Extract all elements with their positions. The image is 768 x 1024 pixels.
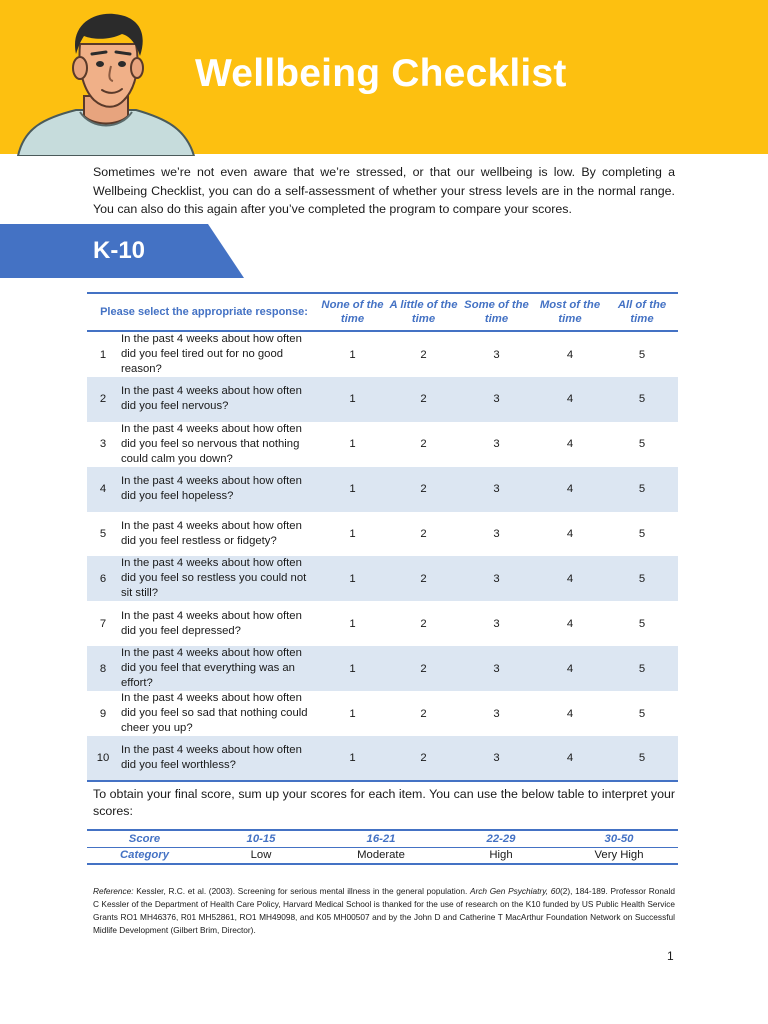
- question-number: 5: [99, 527, 107, 540]
- response-option[interactable]: 1: [349, 483, 356, 496]
- question-number: 6: [99, 572, 107, 585]
- response-option[interactable]: 4: [566, 662, 574, 675]
- score-range: 30-50: [560, 830, 678, 847]
- option-header: Most of the time: [534, 293, 606, 331]
- response-option[interactable]: 4: [566, 483, 574, 496]
- response-option[interactable]: 1: [349, 393, 356, 406]
- question-row: [87, 422, 678, 467]
- response-option[interactable]: 1: [349, 662, 356, 675]
- question-row: [87, 331, 678, 377]
- response-option[interactable]: 2: [420, 707, 427, 720]
- question-number: 3: [99, 438, 107, 451]
- question-text: In the past 4 weeks about how often did you feel tired out for no good reason?: [121, 333, 302, 375]
- score-range: 16-21: [320, 830, 442, 847]
- reference-label: Reference:: [93, 886, 134, 896]
- response-option[interactable]: 3: [493, 438, 500, 451]
- response-option[interactable]: 3: [493, 707, 500, 720]
- reference-journal: Arch Gen Psychiatry, 60: [469, 886, 560, 896]
- response-option[interactable]: 4: [566, 572, 574, 585]
- scoring-instructions: To obtain your final score, sum up your scores for each item. You can use the below table to interpret your scores:: [93, 787, 675, 818]
- question-row: [87, 512, 678, 557]
- question-number: 7: [99, 617, 107, 630]
- response-option[interactable]: 3: [493, 393, 500, 406]
- response-option[interactable]: 5: [638, 527, 646, 540]
- question-row: [87, 556, 678, 601]
- response-option[interactable]: 5: [638, 393, 646, 406]
- question-number: 1: [99, 348, 107, 361]
- response-option[interactable]: 3: [493, 572, 500, 585]
- response-option[interactable]: 2: [420, 527, 427, 540]
- category-value: Low: [202, 847, 320, 864]
- category-row: [87, 847, 678, 864]
- question-text: In the past 4 weeks about how often did you feel so sad that nothing could cheer you up?: [121, 692, 308, 735]
- response-option[interactable]: 2: [420, 438, 427, 451]
- question-number: 4: [99, 483, 107, 496]
- response-option[interactable]: 1: [349, 438, 356, 451]
- response-option[interactable]: 5: [638, 438, 646, 451]
- response-option[interactable]: 5: [638, 483, 646, 496]
- category-value: Moderate: [320, 847, 442, 864]
- reference-details: (2), 184-189. Professor Ronald C Kessler of the Department of Health Care Policy, Harvard Medical School is thanked for the use of research on the K10 funded by US Public Health Service Grants RO1 MH46376, R01 MH52861, RO1 MH49098, and K05 MH00507 and by the John D and Catherine T MacArthur Foundation Network on Successful Midlife Development (Gilbert Brim, Director).: [93, 886, 676, 935]
- response-option[interactable]: 2: [420, 662, 427, 675]
- option-header: A little of the time: [388, 293, 459, 331]
- intro-paragraph: Sometimes we’re not even aware that we’re stressed, or that our wellbeing is low. By completing a Wellbeing Checklist, you can do a self-assessment of whether your stress levels are in the normal range. You can also do this again after you’ve completed the program to compare your scores.: [93, 165, 675, 216]
- response-option[interactable]: 1: [349, 527, 356, 540]
- question-number: 9: [99, 707, 107, 720]
- question-text: In the past 4 weeks about how often did you feel that everything was an effort?: [121, 647, 302, 690]
- response-option[interactable]: 4: [566, 527, 574, 540]
- category-label: Category: [87, 847, 202, 864]
- response-option[interactable]: 4: [566, 707, 574, 720]
- response-option[interactable]: 2: [420, 348, 427, 361]
- response-option[interactable]: 1: [349, 617, 356, 630]
- response-option[interactable]: 4: [534, 736, 606, 781]
- option-header: None of the time: [317, 293, 388, 331]
- response-option[interactable]: 2: [420, 393, 427, 406]
- category-value: High: [442, 847, 560, 864]
- reference-authors: Kessler, R.C. et al. (2003). Screening for serious mental illness in the general population.: [133, 886, 470, 896]
- question-text: In the past 4 weeks about how often did you feel nervous?: [121, 385, 302, 413]
- page-number: 1: [667, 949, 674, 963]
- response-option[interactable]: 4: [566, 617, 574, 630]
- response-option[interactable]: 2: [420, 617, 427, 630]
- response-option[interactable]: 1: [317, 736, 388, 781]
- question-text: In the past 4 weeks about how often did you feel so nervous that nothing could calm you down?: [121, 422, 302, 465]
- score-row: [87, 830, 678, 847]
- question-number: 8: [99, 662, 107, 675]
- response-prompt: Please select the appropriate response:: [87, 293, 317, 331]
- response-option[interactable]: 5: [638, 707, 646, 720]
- page-title: Wellbeing Checklist: [195, 52, 567, 95]
- table-header-row: [87, 293, 678, 331]
- score-interpretation-table: [87, 829, 678, 865]
- response-option[interactable]: 1: [349, 572, 356, 585]
- response-option[interactable]: 5: [638, 662, 646, 675]
- response-option[interactable]: 3: [493, 662, 500, 675]
- category-value: Very High: [560, 847, 678, 864]
- question-row: [87, 691, 678, 736]
- option-header: Some of the time: [459, 293, 534, 331]
- response-option[interactable]: 5: [638, 348, 646, 361]
- header-banner: [0, 0, 768, 154]
- response-option[interactable]: 1: [349, 348, 356, 361]
- question-text: In the past 4 weeks about how often did you feel so restless you could not sit still?: [121, 557, 307, 600]
- score-label: Score: [87, 830, 202, 847]
- response-option[interactable]: 1: [349, 707, 356, 720]
- response-option[interactable]: 4: [566, 393, 574, 406]
- question-number: 2: [99, 393, 107, 406]
- question-text: In the past 4 weeks about how often did you feel depressed?: [121, 609, 302, 637]
- question-row: [87, 601, 678, 646]
- question-row: [87, 467, 678, 512]
- man-avatar-icon: [14, 10, 196, 156]
- question-row: [87, 377, 678, 422]
- response-option[interactable]: 3: [459, 736, 534, 781]
- k10-questionnaire-table: [87, 292, 678, 782]
- question-text: In the past 4 weeks about how often did you feel hopeless?: [121, 475, 302, 503]
- response-option[interactable]: 2: [420, 483, 427, 496]
- question-row: [87, 736, 678, 781]
- question-number: 10: [87, 736, 117, 781]
- response-option[interactable]: 2: [388, 736, 459, 781]
- question-row: [87, 646, 678, 691]
- response-option[interactable]: 5: [638, 572, 646, 585]
- response-option[interactable]: 4: [566, 348, 574, 361]
- response-option[interactable]: 2: [420, 572, 427, 585]
- response-option[interactable]: 3: [493, 617, 500, 630]
- question-text: In the past 4 weeks about how often did you feel worthless?: [117, 736, 317, 781]
- section-label: K-10: [93, 237, 146, 264]
- response-option[interactable]: 5: [638, 617, 646, 630]
- score-range: 10-15: [202, 830, 320, 847]
- option-header: All of the time: [606, 293, 678, 331]
- response-option[interactable]: 3: [493, 483, 500, 496]
- response-option[interactable]: 4: [566, 438, 574, 451]
- reference-footnote: [93, 885, 675, 937]
- score-range: 22-29: [442, 830, 560, 847]
- response-option[interactable]: 5: [606, 736, 678, 781]
- response-option[interactable]: 3: [493, 527, 500, 540]
- question-text: In the past 4 weeks about how often did you feel restless or fidgety?: [121, 519, 302, 547]
- response-option[interactable]: 3: [493, 348, 500, 361]
